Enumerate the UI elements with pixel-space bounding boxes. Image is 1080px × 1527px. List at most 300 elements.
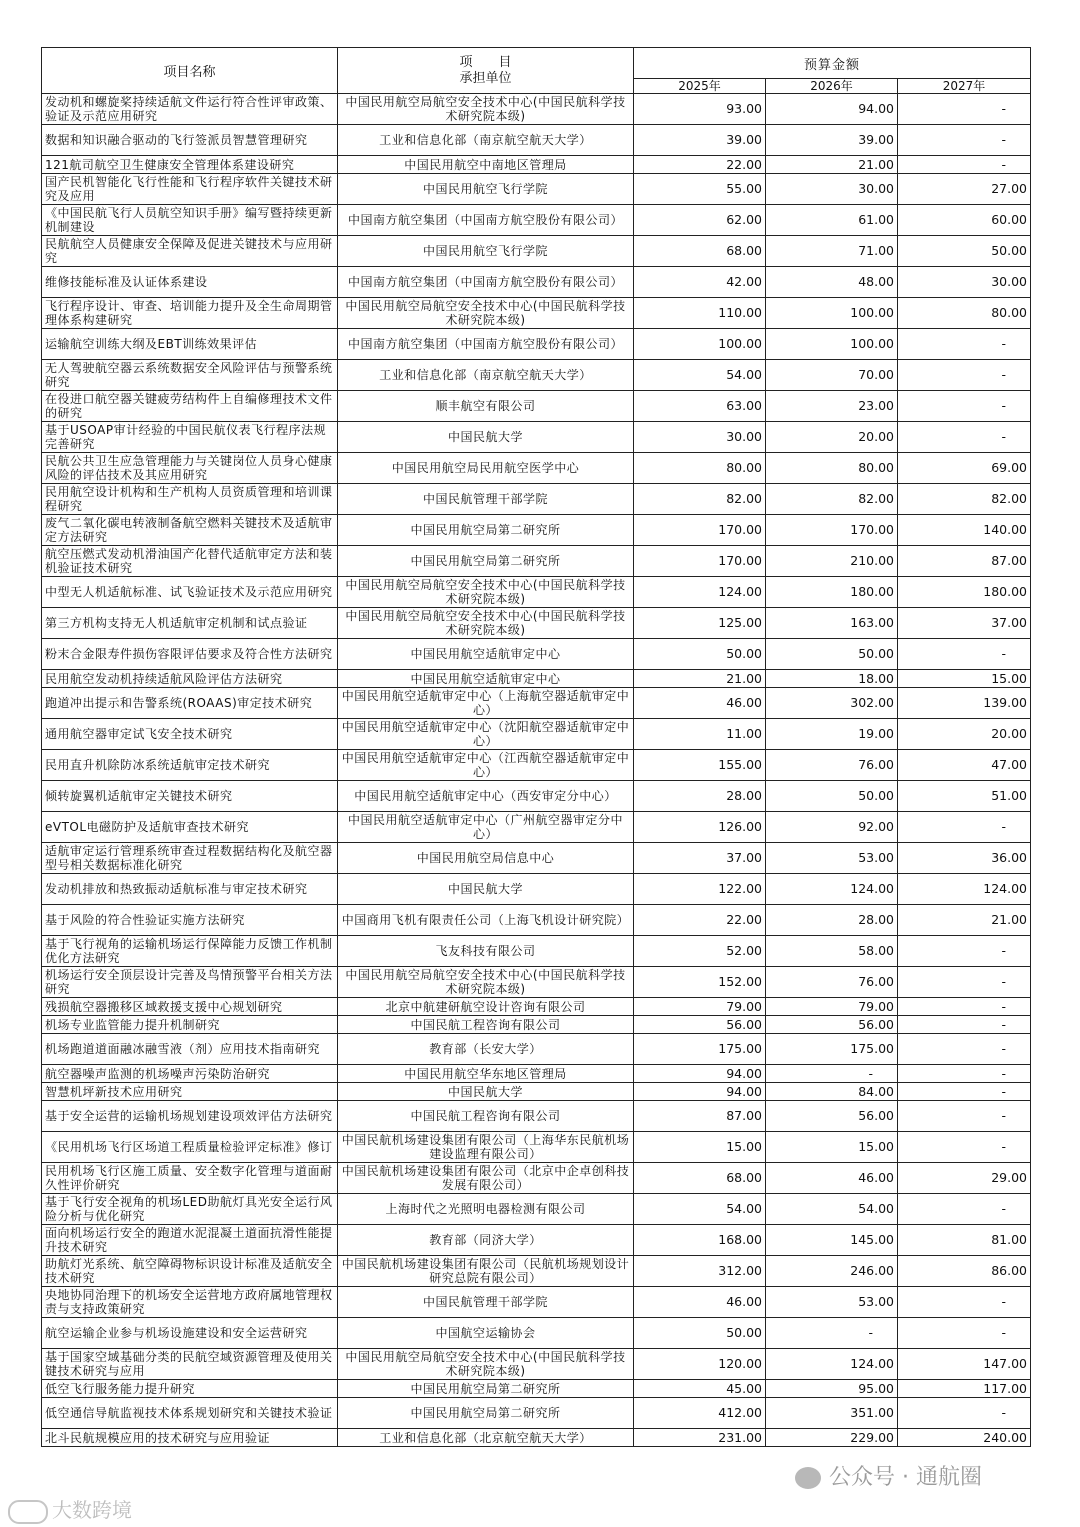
table-row [42,422,1031,453]
responsible-unit-cell [338,329,634,360]
budget-2026-cell: 302.00 [766,688,898,719]
budget-2025-cell: 87.00 [634,1101,766,1132]
budget-2025-cell: 46.00 [634,688,766,719]
budget-2027-cell: 27.00 [898,174,1031,205]
project-name-cell [42,936,338,967]
budget-2026-cell: 124.00 [766,874,898,905]
budget-table [41,47,1031,1447]
responsible-unit-cell [338,267,634,298]
project-name-cell-text: 在役进口航空器关键疲劳结构件上自编修理技术文件的研究 [45,392,333,420]
responsible-unit-cell [338,639,634,670]
project-name-cell-text: 国产民机智能化飞行性能和飞行程序软件关键技术研究及应用 [45,175,333,203]
budget-2027-cell: - [898,1398,1031,1429]
header-budget-amount: 预算金额 [634,48,1031,79]
responsible-unit-cell-text: 中国民航大学 [447,430,523,444]
budget-2025-cell: 124.00 [634,577,766,608]
project-name-cell-text: 121航司航空卫生健康安全管理体系建设研究 [45,157,295,172]
project-name-cell-text: 倾转旋翼机适航审定关键技术研究 [45,789,233,803]
project-name-cell [42,688,338,719]
responsible-unit-cell [338,905,634,936]
project-name-cell [42,546,338,577]
responsible-unit-cell [338,1225,634,1256]
budget-2025-cell: 126.00 [634,812,766,843]
budget-2027-cell: 30.00 [898,267,1031,298]
responsible-unit-cell [338,1398,634,1429]
table-row [42,1349,1031,1380]
responsible-unit-cell-text: 教育部（长安大学） [429,1042,542,1056]
budget-2026-cell: 170.00 [766,515,898,546]
responsible-unit-cell-text: 中国民用航空局航空安全技术中心(中国民航科学技术研究院本级) [345,609,626,637]
project-name-cell [42,236,338,267]
table-row [42,1429,1031,1447]
project-name-cell [42,1349,338,1380]
project-name-cell [42,1101,338,1132]
budget-2027-cell: 124.00 [898,874,1031,905]
budget-2026-cell: 180.00 [766,577,898,608]
project-name-cell-text: 数据和知识融合驱动的飞行签派员智慧管理研究 [45,133,308,147]
budget-2026-cell: 76.00 [766,967,898,998]
budget-2027-cell: 87.00 [898,546,1031,577]
budget-2027-cell: - [898,156,1031,174]
budget-2027-cell: - [898,936,1031,967]
responsible-unit-cell-text: 中国民用航空中南地区管理局 [404,157,567,172]
project-name-cell-text: 基于飞行安全视角的机场LED助航灯具光安全运行风险分析与优化研究 [45,1195,333,1223]
project-name-cell [42,329,338,360]
project-name-cell [42,453,338,484]
budget-2026-cell: 46.00 [766,1163,898,1194]
budget-2025-cell: 412.00 [634,1398,766,1429]
budget-2027-cell: - [898,1287,1031,1318]
budget-2027-cell: 20.00 [898,719,1031,750]
project-name-cell-text: 航空压燃式发动机滑油国产化替代适航审定方法和装机验证技术研究 [45,547,333,575]
responsible-unit-cell-text: 中国民用航空适航审定中心（上海航空器适航审定中心） [341,689,630,717]
budget-2025-cell: 37.00 [634,843,766,874]
budget-2026-cell: 30.00 [766,174,898,205]
project-name-cell [42,781,338,812]
budget-2026-cell: 50.00 [766,781,898,812]
table-row [42,670,1031,688]
budget-2025-cell: 56.00 [634,1016,766,1034]
budget-2025-cell: 22.00 [634,905,766,936]
responsible-unit-cell [338,1194,634,1225]
project-name-cell [42,577,338,608]
table-row [42,236,1031,267]
project-name-cell-text: 粉末合金限寿件损伤容限评估要求及符合性方法研究 [45,647,333,661]
responsible-unit-cell [338,515,634,546]
responsible-unit-cell [338,688,634,719]
project-name-cell [42,1287,338,1318]
table-row [42,1034,1031,1065]
budget-2025-cell: 52.00 [634,936,766,967]
table-header [42,48,1031,94]
budget-2025-cell: 100.00 [634,329,766,360]
budget-2026-cell: 56.00 [766,1101,898,1132]
watermark-left-text: 大数跨境 [52,1498,132,1522]
budget-2026-cell: 15.00 [766,1132,898,1163]
table-row [42,515,1031,546]
budget-2027-cell: 37.00 [898,608,1031,639]
project-name-cell-text: 航空器噪声监测的机场噪声污染防治研究 [45,1066,271,1081]
budget-2025-cell: 54.00 [634,1194,766,1225]
budget-2027-cell: - [898,1065,1031,1083]
header-responsible-unit [338,48,634,94]
project-name-cell [42,1318,338,1349]
responsible-unit-cell [338,781,634,812]
responsible-unit-cell-text: 中国民航大学 [447,1084,523,1099]
budget-2025-cell: 30.00 [634,422,766,453]
responsible-unit-cell-text: 中国民用航空适航审定中心（沈阳航空器适航审定中心） [341,720,630,748]
table-row [42,577,1031,608]
table-row [42,205,1031,236]
budget-2027-cell: - [898,422,1031,453]
budget-2025-cell: 80.00 [634,453,766,484]
project-name-cell-text: 发动机和螺旋桨持续适航文件运行符合性评审政策、验证及示范应用研究 [45,95,333,123]
responsible-unit-cell-text: 中国民用航空局民用航空医学中心 [391,461,580,475]
table-row [42,1398,1031,1429]
table-row [42,688,1031,719]
budget-2027-cell: - [898,94,1031,125]
table-row [42,156,1031,174]
budget-2026-cell: 94.00 [766,94,898,125]
table-body [42,94,1031,1447]
budget-2025-cell: 68.00 [634,1163,766,1194]
budget-2025-cell: 168.00 [634,1225,766,1256]
project-name-cell-text: 《民用机场飞行区场道工程质量检验评定标准》修订 [45,1140,333,1154]
budget-2026-cell: 80.00 [766,453,898,484]
table-row [42,781,1031,812]
responsible-unit-cell-text: 中国民航机场建设集团有限公司（北京中企卓创科技发展有限公司） [341,1164,630,1192]
budget-2026-cell: 79.00 [766,998,898,1016]
project-name-cell [42,843,338,874]
responsible-unit-cell-text: 中国民用航空局第二研究所 [410,1381,561,1396]
budget-2027-cell: - [898,125,1031,156]
budget-2027-cell: - [898,1083,1031,1101]
responsible-unit-cell [338,608,634,639]
responsible-unit-cell-text: 中国民用航空局航空安全技术中心(中国民航科学技术研究院本级) [345,95,626,123]
budget-2026-cell: 100.00 [766,298,898,329]
table-row [42,967,1031,998]
project-name-cell-text: 智慧机坪新技术应用研究 [45,1084,183,1099]
project-name-cell [42,1034,338,1065]
project-name-cell [42,670,338,688]
project-name-cell [42,608,338,639]
budget-2025-cell: 93.00 [634,94,766,125]
table-row [42,391,1031,422]
responsible-unit-cell-text: 中国民用航空局第二研究所 [410,1406,561,1420]
responsible-unit-cell [338,125,634,156]
project-name-cell [42,905,338,936]
table-row [42,298,1031,329]
responsible-unit-cell [338,174,634,205]
project-name-cell-text: 央地协同治理下的机场安全运营地方政府属地管理权责与支持政策研究 [45,1288,333,1316]
budget-2027-cell: - [898,360,1031,391]
responsible-unit-cell-text: 中国南方航空集团（中国南方航空股份有限公司） [347,213,623,227]
table-row [42,750,1031,781]
responsible-unit-cell-text: 飞友科技有限公司 [435,944,536,958]
responsible-unit-cell [338,1065,634,1083]
responsible-unit-cell-text: 中国民航工程咨询有限公司 [410,1109,561,1123]
budget-2025-cell: 62.00 [634,205,766,236]
budget-2027-cell: - [898,1318,1031,1349]
responsible-unit-cell-text: 中国民航管理干部学院 [422,492,548,506]
budget-2027-cell: 15.00 [898,670,1031,688]
project-name-cell-text: 低空飞行服务能力提升研究 [45,1381,196,1396]
budget-2025-cell: 79.00 [634,998,766,1016]
project-name-cell [42,94,338,125]
budget-2026-cell: 28.00 [766,905,898,936]
responsible-unit-cell [338,1083,634,1101]
weibo-logo-icon [8,1500,48,1524]
table-row [42,1225,1031,1256]
responsible-unit-cell [338,1034,634,1065]
responsible-unit-cell-text: 中国民用航空适航审定中心（西安审定分中心） [354,789,617,803]
budget-2026-cell: 20.00 [766,422,898,453]
project-name-cell-text: 民航公共卫生应急管理能力与关键岗位人员身心健康风险的评估技术及其应用研究 [45,454,333,482]
responsible-unit-cell [338,546,634,577]
project-name-cell [42,998,338,1016]
responsible-unit-cell [338,236,634,267]
header-unit-top: 项 目 [459,54,512,70]
table-row [42,719,1031,750]
budget-2027-cell: 140.00 [898,515,1031,546]
watermark-left [8,1494,132,1524]
responsible-unit-cell [338,670,634,688]
responsible-unit-cell [338,812,634,843]
table-row [42,998,1031,1016]
budget-2027-cell: 147.00 [898,1349,1031,1380]
project-name-cell-text: 机场跑道道面融冰融雪液（剂）应用技术指南研究 [45,1042,321,1056]
header-unit-bottom: 承担单位 [459,70,512,86]
budget-2026-cell: 84.00 [766,1083,898,1101]
responsible-unit-cell [338,1016,634,1034]
project-name-cell [42,1163,338,1194]
responsible-unit-cell-text: 中国民用航空局航空安全技术中心(中国民航科学技术研究院本级) [345,578,626,606]
responsible-unit-cell [338,1101,634,1132]
responsible-unit-cell [338,156,634,174]
budget-2027-cell: 69.00 [898,453,1031,484]
project-name-cell-text: 中型无人机适航标准、试飞验证技术及示范应用研究 [45,585,333,599]
budget-2027-cell: 81.00 [898,1225,1031,1256]
project-name-cell [42,484,338,515]
project-name-cell [42,174,338,205]
table-row [42,174,1031,205]
responsible-unit-cell-text: 中国民用航空适航审定中心 [410,647,561,661]
budget-2026-cell: 56.00 [766,1016,898,1034]
responsible-unit-cell [338,391,634,422]
table-row [42,1380,1031,1398]
project-name-cell-text: 机场运行安全顶层设计完善及鸟情预警平台相关方法研究 [45,968,333,996]
budget-2026-cell: 54.00 [766,1194,898,1225]
budget-2025-cell: 63.00 [634,391,766,422]
responsible-unit-cell [338,94,634,125]
budget-2026-cell: 53.00 [766,1287,898,1318]
budget-2026-cell: 48.00 [766,267,898,298]
project-name-cell-text: 飞行程序设计、审查、培训能力提升及全生命周期管理体系构建研究 [45,299,333,327]
responsible-unit-cell [338,484,634,515]
responsible-unit-cell [338,874,634,905]
responsible-unit-cell-text: 工业和信息化部（北京航空航天大学） [379,1430,592,1445]
project-name-cell-text: 基于USOAP审计经验的中国民航仪表飞行程序法规完善研究 [45,423,327,451]
project-name-cell [42,1194,338,1225]
responsible-unit-cell-text: 中国民航机场建设集团有限公司（上海华东民航机场建设监理有限公司） [341,1133,630,1161]
budget-2026-cell: 163.00 [766,608,898,639]
responsible-unit-cell-text: 中国商用飞机有限责任公司（上海飞机设计研究院） [341,913,630,927]
responsible-unit-cell-text: 中国民航工程咨询有限公司 [410,1017,561,1032]
budget-2026-cell: 18.00 [766,670,898,688]
responsible-unit-cell [338,967,634,998]
project-name-cell-text: 废气二氧化碳电转液制备航空燃料关键技术及适航审定方法研究 [45,516,333,544]
project-name-cell-text: 基于国家空域基础分类的民航空域资源管理及使用关键技术研究与应用 [45,1350,333,1378]
budget-2025-cell: 94.00 [634,1083,766,1101]
responsible-unit-cell-text: 中国民用航空局航空安全技术中心(中国民航科学技术研究院本级) [345,1350,626,1378]
project-name-cell [42,515,338,546]
responsible-unit-cell-text: 顺丰航空有限公司 [435,399,536,413]
budget-2025-cell: 54.00 [634,360,766,391]
project-name-cell [42,1380,338,1398]
project-name-cell-text: 无人驾驶航空器云系统数据安全风险评估与预警系统研究 [45,361,333,389]
budget-2026-cell: 351.00 [766,1398,898,1429]
project-name-cell-text: 基于飞行视角的运输机场运行保障能力反馈工作机制优化方法研究 [45,937,333,965]
project-name-cell [42,156,338,174]
project-name-cell-text: 民用机场飞行区施工质量、安全数字化管理与道面耐久性评价研究 [45,1164,333,1192]
project-name-cell [42,125,338,156]
budget-2026-cell: 145.00 [766,1225,898,1256]
project-name-cell [42,1256,338,1287]
project-name-cell-text: 第三方机构支持无人机适航审定机制和试点验证 [45,616,308,630]
budget-2025-cell: 46.00 [634,1287,766,1318]
budget-2027-cell: - [898,1194,1031,1225]
budget-2025-cell: 110.00 [634,298,766,329]
table-row [42,1083,1031,1101]
responsible-unit-cell [338,360,634,391]
header-project-name: 项目名称 [42,48,338,94]
responsible-unit-cell-text: 中国南方航空集团（中国南方航空股份有限公司） [347,275,623,289]
budget-2025-cell: 122.00 [634,874,766,905]
budget-2027-cell: 139.00 [898,688,1031,719]
responsible-unit-cell-text: 中国南方航空集团（中国南方航空股份有限公司） [347,337,623,351]
budget-2026-cell: - [766,1318,898,1349]
project-name-cell [42,639,338,670]
table-row [42,812,1031,843]
budget-2027-cell: 180.00 [898,577,1031,608]
budget-2027-cell: 82.00 [898,484,1031,515]
watermark-right [795,1460,982,1491]
budget-2026-cell: 100.00 [766,329,898,360]
table-row [42,125,1031,156]
budget-2025-cell: 312.00 [634,1256,766,1287]
project-name-cell-text: 通用航空器审定试飞安全技术研究 [45,727,233,741]
responsible-unit-cell [338,422,634,453]
responsible-unit-cell-text: 中国民用航空局航空安全技术中心(中国民航科学技术研究院本级) [345,299,626,327]
budget-2025-cell: 55.00 [634,174,766,205]
budget-2027-cell: 51.00 [898,781,1031,812]
responsible-unit-cell-text: 中国民用航空华东地区管理局 [404,1066,567,1081]
table-row [42,905,1031,936]
table-row [42,639,1031,670]
watermark-right-text: 公众号 · 通航圈 [829,1465,982,1490]
budget-2025-cell: 21.00 [634,670,766,688]
responsible-unit-cell [338,205,634,236]
budget-2026-cell: 229.00 [766,1429,898,1447]
budget-2025-cell: 15.00 [634,1132,766,1163]
budget-2027-cell: - [898,1016,1031,1034]
budget-2026-cell: 210.00 [766,546,898,577]
budget-2025-cell: 152.00 [634,967,766,998]
project-name-cell-text: 运输航空训练大纲及EBT训练效果评估 [45,337,258,351]
budget-2026-cell: 246.00 [766,1256,898,1287]
responsible-unit-cell-text: 中国民航大学 [447,882,523,896]
responsible-unit-cell-text: 中国民用航空适航审定中心（江西航空器适航审定中心） [341,751,630,779]
budget-2025-cell: 50.00 [634,639,766,670]
project-name-cell [42,967,338,998]
project-name-cell-text: eVTOL电磁防护及适航审查技术研究 [45,820,250,834]
responsible-unit-cell-text: 中国民用航空适航审定中心 [410,671,561,686]
budget-2026-cell: 61.00 [766,205,898,236]
budget-2026-cell: 175.00 [766,1034,898,1065]
project-name-cell-text: 维修技能标准及认证体系建设 [45,275,208,289]
budget-2027-cell: - [898,1101,1031,1132]
project-name-cell [42,719,338,750]
project-name-cell [42,1132,338,1163]
budget-2027-cell: - [898,639,1031,670]
budget-2026-cell: 71.00 [766,236,898,267]
budget-2025-cell: 22.00 [634,156,766,174]
header-year-2025: 2025年 [634,79,766,94]
budget-2025-cell: 11.00 [634,719,766,750]
table-row [42,360,1031,391]
project-name-cell-text: 残损航空器搬移区域救援支援中心规划研究 [45,999,283,1014]
responsible-unit-cell-text: 中国航空运输协会 [435,1326,536,1340]
table-row [42,874,1031,905]
responsible-unit-cell [338,1132,634,1163]
budget-2026-cell: 76.00 [766,750,898,781]
project-name-cell-text: 适航审定运行管理系统审查过程数据结构化及航空器型号相关数据标准化研究 [45,844,333,872]
responsible-unit-cell-text: 中国民用航空局信息中心 [416,851,555,865]
budget-2025-cell: 125.00 [634,608,766,639]
budget-2026-cell: 39.00 [766,125,898,156]
responsible-unit-cell-text: 中国民用航空飞行学院 [422,244,548,258]
budget-2027-cell: 21.00 [898,905,1031,936]
project-name-cell [42,1225,338,1256]
budget-2027-cell: 86.00 [898,1256,1031,1287]
responsible-unit-cell [338,1318,634,1349]
budget-2025-cell: 155.00 [634,750,766,781]
responsible-unit-cell-text: 中国民航机场建设集团有限公司（民航机场规划设计研究总院有限公司） [341,1257,630,1285]
responsible-unit-cell [338,577,634,608]
budget-2025-cell: 120.00 [634,1349,766,1380]
table-row [42,1318,1031,1349]
responsible-unit-cell-text: 中国民航管理干部学院 [422,1295,548,1309]
responsible-unit-cell-text: 中国民用航空局第二研究所 [410,523,561,537]
project-name-cell [42,360,338,391]
budget-2026-cell: 23.00 [766,391,898,422]
budget-2026-cell: 19.00 [766,719,898,750]
header-year-2026: 2026年 [766,79,898,94]
table-row [42,1132,1031,1163]
budget-2025-cell: 39.00 [634,125,766,156]
budget-2027-cell: - [898,391,1031,422]
responsible-unit-cell [338,1380,634,1398]
budget-2025-cell: 82.00 [634,484,766,515]
budget-2026-cell: 21.00 [766,156,898,174]
responsible-unit-cell [338,1287,634,1318]
table-row [42,1163,1031,1194]
project-name-cell [42,750,338,781]
table-row [42,453,1031,484]
budget-2025-cell: 28.00 [634,781,766,812]
project-name-cell-text: 《中国民航飞行人员航空知识手册》编写暨持续更新机制建设 [45,206,333,234]
table-row [42,267,1031,298]
